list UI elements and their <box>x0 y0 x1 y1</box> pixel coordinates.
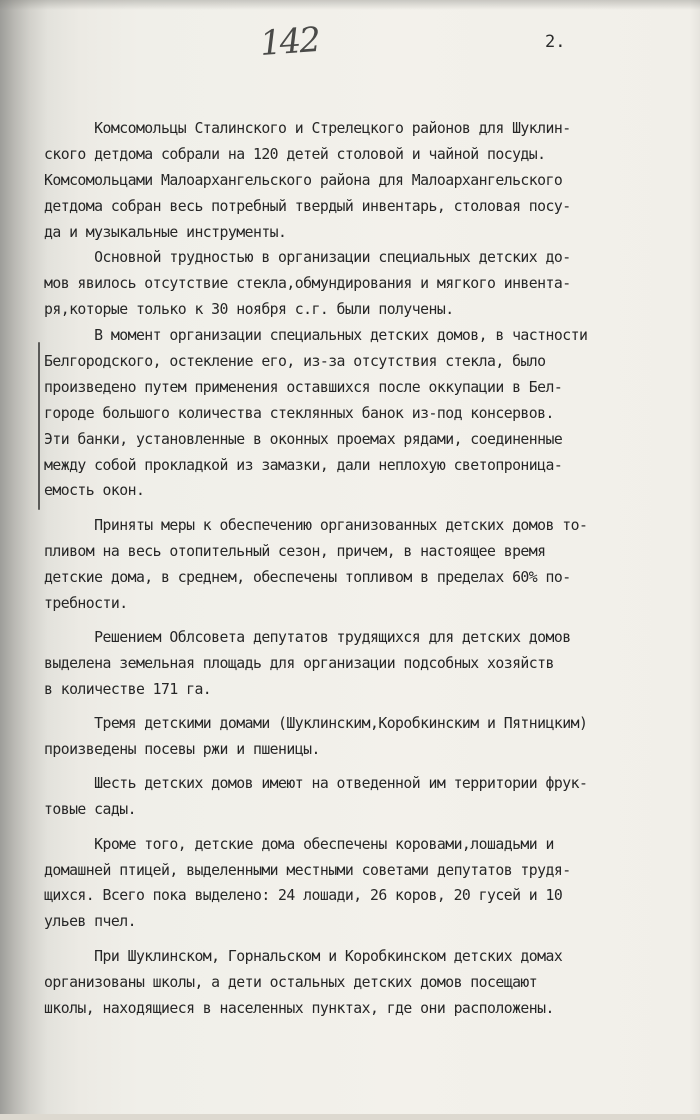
text-line: да и музыкальные инструменты. <box>44 223 287 241</box>
text-line: В момент организации специальных детских домов, в частности <box>44 327 588 345</box>
text-line: Комсомольцы Сталинского и Стрелецкого районов для Шуклин- <box>44 120 571 137</box>
text-line: организованы школы, а дети остальных детских домов посещают <box>44 973 538 991</box>
text-line: Основной трудностью в организации специальных детских до- <box>44 249 571 267</box>
text-line: пливом на весь отопительный сезон, причем, в настоящее время <box>44 542 546 560</box>
page-number: 2. <box>545 32 566 52</box>
text-line: произведено путем применения оставшихся после оккупации в Бел- <box>44 378 563 396</box>
text-line: Белгородского, остекление его, из-за отсутствия стекла, было <box>44 353 546 371</box>
text-line: товые сады. <box>44 801 136 819</box>
text-line: детдома собран весь потребный твердый инвентарь, столовая посу- <box>44 197 571 215</box>
text-line: щихся. Всего пока выделено: 24 лошади, 26 коров, 20 гусей и 10 <box>44 887 563 905</box>
text-line: Кроме того, детские дома обеспечены коровами,лошадьми и <box>44 835 554 853</box>
text-line: Комсомольцами Малоархангельского района для Малоархангельского <box>44 171 563 189</box>
text-line: домашней птицей, выделенными местными советами депутатов трудя- <box>44 861 571 879</box>
text-line: городе большого количества стеклянных банок из-под консервов. <box>44 404 554 422</box>
text-line: При Шуклинском, Горнальском и Коробкинском детских домах <box>44 947 563 965</box>
text-line: мов явилось отсутствие стекла,обмундирования и мягкого инвента- <box>44 275 571 293</box>
text-line: в количестве 171 га. <box>44 680 212 698</box>
handwritten-archive-number: 142 <box>258 19 321 65</box>
text-line: выделена земельная площадь для организации подсобных хозяйств <box>44 654 554 672</box>
text-line: между собой прокладкой из замазки, дали неплохую светопроница- <box>44 456 563 474</box>
text-line: школы, находящиеся в населенных пунктах, где они расположены. <box>44 999 554 1017</box>
text-line: ря,которые только к 30 ноября с.г. были получены. <box>44 301 454 319</box>
typewritten-body <box>44 116 694 1021</box>
text-line: Решением Облсовета депутатов трудящихся для детских домов <box>44 628 571 646</box>
text-line: Тремя детскими домами (Шуклинским,Коробкинским и Пятницким) <box>44 715 588 733</box>
page-bottom-edge <box>0 1114 700 1120</box>
text-line: Приняты меры к обеспечению организованных детских домов то- <box>44 516 588 534</box>
text-line: ульев пчел. <box>44 913 136 931</box>
text-line: произведены посевы ржи и пшеницы. <box>44 740 320 758</box>
scan-shadow <box>0 0 700 10</box>
text-line: детские дома, в среднем, обеспечены топливом в пределах 60% по- <box>44 568 571 586</box>
text-line: ского детдома собрали на 120 детей столовой и чайной посуды. <box>44 145 546 163</box>
margin-mark-line <box>38 342 40 510</box>
text-line: Шесть детских домов имеют на отведенной им территории фрук- <box>44 775 588 793</box>
text-line: требности. <box>44 594 128 612</box>
text-line: Эти банки, установленные в оконных проемах рядами, соединенные <box>44 430 563 448</box>
text-line: емость окон. <box>44 482 145 500</box>
